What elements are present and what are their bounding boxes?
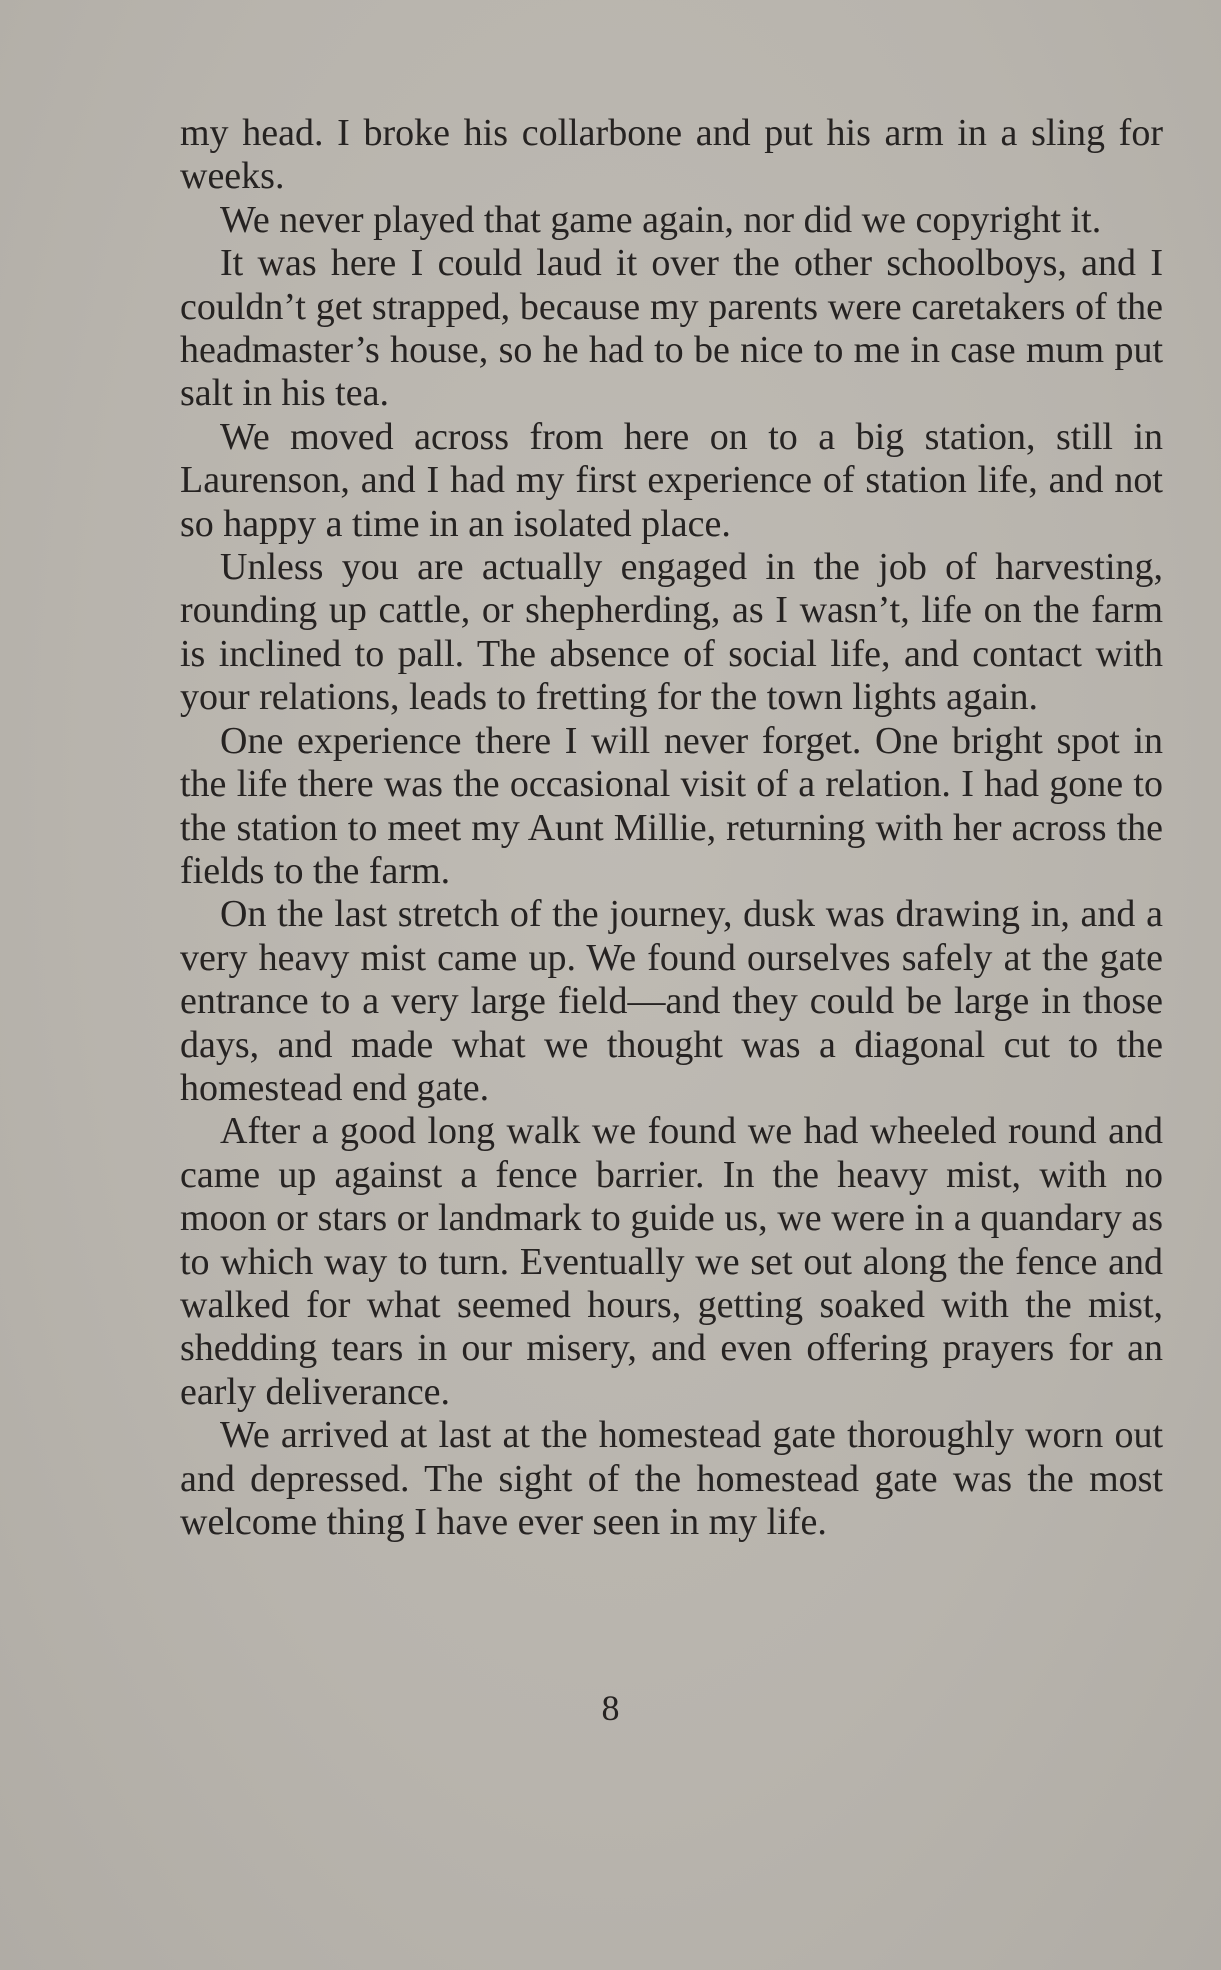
paragraph-2: We never played that game again, nor did we copyright it.: [220, 198, 1102, 241]
paragraph-9: We arrived at last at the homestead gate thoroughly worn out and depressed. The sight of the homestead gate was the most welcome thing I have ever seen in my life.: [180, 1414, 1163, 1543]
paragraph-7: On the last stretch of the journey, dusk was drawing in, and a very heavy mist came up. We found ourselves safely at the gate entrance to a very large field—and they could be large in those days, and made what we thought was a diagonal cut to the homestead end gate.: [180, 893, 1163, 1109]
paragraph-6: One experience there I will never forget. One bright spot in the life there was the occasional visit of a relation. I had gone to the station to meet my Aunt Millie, returning with her across the fields to the farm.: [180, 719, 1163, 892]
page-number: 8: [601, 1688, 620, 1728]
paragraph-1: my head. I broke his collarbone and put his arm in a sling for weeks.: [180, 112, 1163, 198]
paragraph-8: After a good long walk we found we had wheeled round and came up against a fence barrier. In the heavy mist, with no moon or stars or landmark to guide us, we were in a quandary as to which way to turn. Eventually we set out along the fence and walked for what seemed hours, getting soaked with the mist, shedding tears in our misery, and even offering prayers for an early deliverance.: [180, 1110, 1163, 1413]
paragraph-3: It was here I could laud it over the other schoolboys, and I couldn’t get strapped, because my parents were caretakers of the headmaster’s house, so he had to be nice to me in case mum put salt in his tea.: [180, 242, 1163, 415]
paragraph-5: Unless you are actually engaged in the job of harvesting, rounding up cattle, or shepherding, as I wasn’t, life on the farm is inclined to pall. The absence of social life, and contact with your relations, leads to fretting for the town lights again.: [180, 546, 1163, 719]
paragraph-4: We moved across from here on to a big station, still in Laurenson, and I had my first experience of station life, and not so happy a time in an isolated place.: [180, 415, 1163, 545]
page-body: [180, 112, 1163, 1544]
